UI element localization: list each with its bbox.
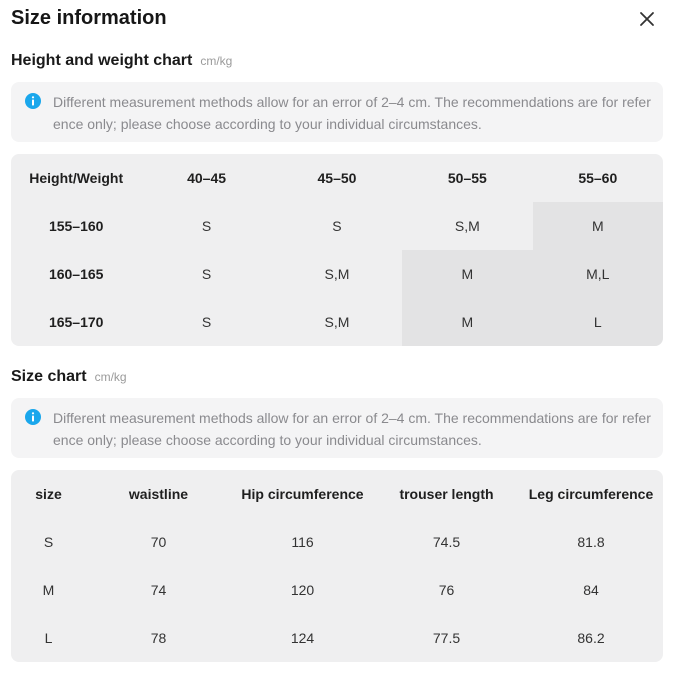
- modal-header: [11, 6, 682, 32]
- table-cell-highlighted: M,L: [533, 250, 663, 298]
- table-cell: L: [44, 630, 53, 646]
- size-chart-notice-text: Different measurement methods allow for an error of 2–4 cm. The recommendations are for reference only; please choose according to your individual circumstances.: [53, 410, 651, 448]
- size-chart-unit: cm/kg: [94, 370, 127, 384]
- table-cell: 70: [150, 534, 167, 550]
- close-icon[interactable]: [638, 10, 656, 28]
- table-row: [11, 614, 663, 662]
- column-header: 55–60: [578, 170, 618, 186]
- column-header: waistline: [128, 486, 189, 502]
- table-row: [11, 250, 663, 298]
- column-header: size: [35, 486, 62, 502]
- column-header: Height/Weight: [29, 170, 124, 186]
- column-header: 50–55: [447, 170, 487, 186]
- table-cell: 78: [150, 630, 167, 646]
- table-cell-highlighted: L: [533, 298, 663, 346]
- height-weight-notice: [11, 82, 663, 142]
- height-weight-notice-text: Different measurement methods allow for an error of 2–4 cm. The recommendations are for reference only; please choose according to your individual circumstances.: [53, 94, 651, 132]
- column-header: 45–50: [317, 170, 357, 186]
- size-chart-table: [11, 470, 663, 662]
- size-chart-notice: [11, 398, 663, 458]
- table-cell-highlighted: M: [533, 202, 663, 250]
- table-cell: S,M: [454, 218, 480, 234]
- table-cell: 81.8: [577, 534, 605, 550]
- table-cell: 86.2: [577, 630, 605, 646]
- row-label: 155–160: [48, 218, 104, 234]
- table-cell: S: [201, 218, 212, 234]
- table-row: [11, 518, 663, 566]
- table-cell: S: [43, 534, 54, 550]
- table-header-row: [11, 154, 663, 202]
- height-weight-unit: cm/kg: [200, 54, 233, 68]
- table-cell-highlighted: M: [402, 298, 532, 346]
- table-cell: 74: [150, 582, 167, 598]
- table-cell: 77.5: [432, 630, 461, 646]
- column-header: trouser length: [399, 486, 494, 502]
- size-chart-title-text: Size chart: [11, 368, 87, 385]
- info-icon: [25, 409, 41, 425]
- table-cell: S: [201, 266, 212, 282]
- table-cell: 76: [438, 582, 455, 598]
- table-cell: 124: [290, 630, 315, 646]
- table-cell: 116: [291, 534, 314, 550]
- table-cell: 74.5: [432, 534, 461, 550]
- modal-title: Size information: [11, 7, 167, 29]
- table-cell: S: [201, 314, 212, 330]
- height-weight-title-text: Height and weight chart: [11, 52, 193, 69]
- row-label: 160–165: [48, 266, 104, 282]
- row-label: 165–170: [48, 314, 104, 330]
- table-cell: S: [332, 218, 342, 234]
- column-header: Leg circumference: [528, 486, 654, 502]
- column-header: Hip circumference: [241, 486, 364, 502]
- table-cell: S,M: [324, 266, 350, 282]
- height-weight-section-title: [11, 52, 232, 70]
- size-chart-section-title: [11, 368, 127, 386]
- table-cell: 84: [583, 582, 599, 598]
- table-cell: M: [42, 582, 55, 598]
- table-row: [11, 202, 663, 250]
- table-cell: 120: [290, 582, 315, 598]
- table-row: [11, 566, 663, 614]
- table-header-row: [11, 470, 663, 518]
- table-row: [11, 298, 663, 346]
- table-cell: S,M: [324, 314, 350, 330]
- info-icon: [25, 93, 41, 109]
- table-cell-highlighted: M: [402, 250, 532, 298]
- height-weight-table: [11, 154, 663, 346]
- column-header: 40–45: [187, 170, 227, 186]
